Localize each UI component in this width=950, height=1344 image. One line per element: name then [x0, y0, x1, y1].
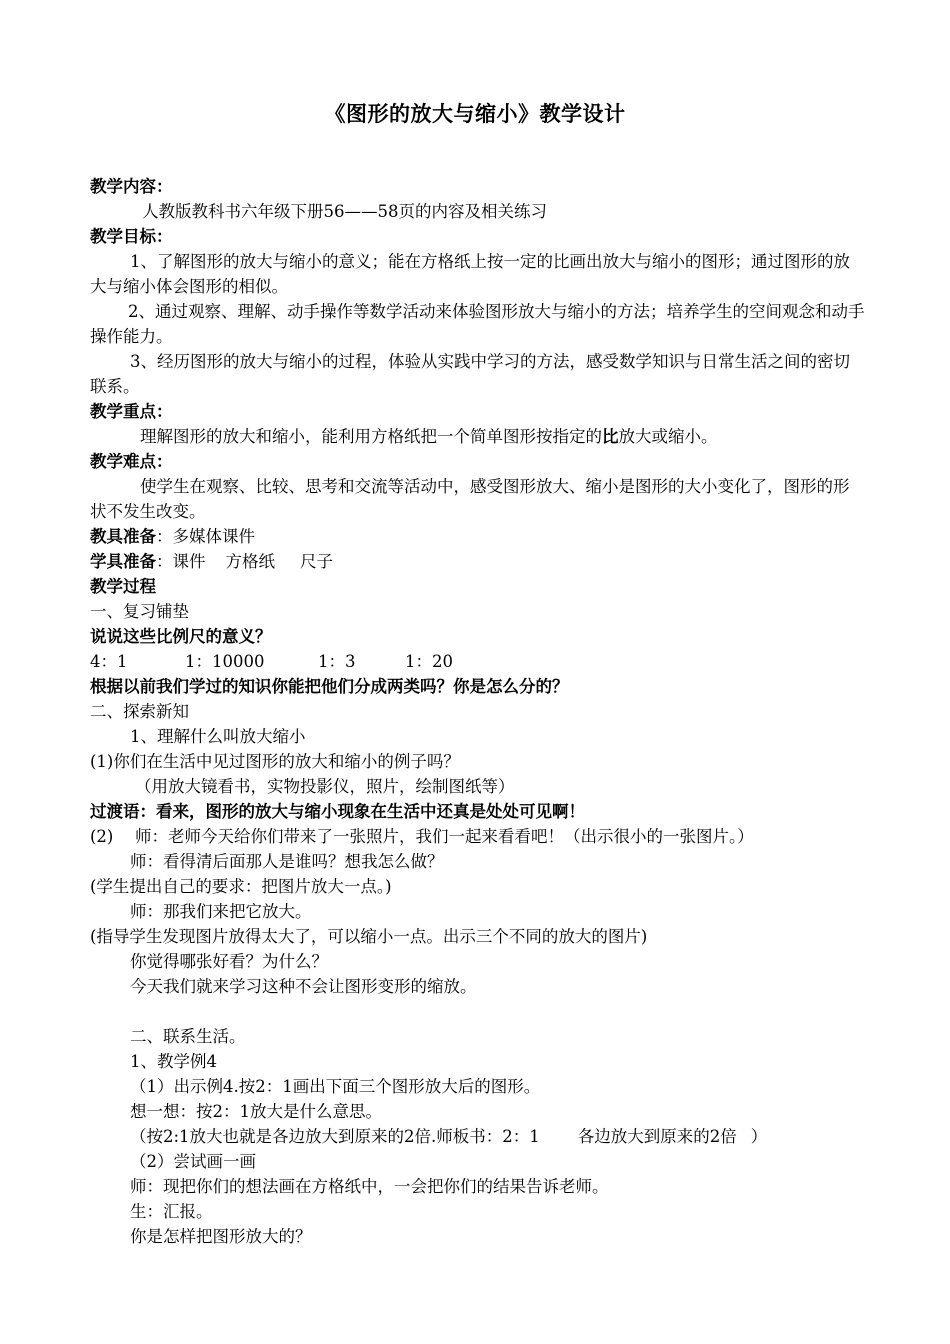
student-tools-text: ：课件	[156, 552, 206, 571]
paragraph-3: 师：看得清后面那人是谁吗？想我怎么做？	[130, 852, 444, 871]
paragraph-7: 你觉得哪张好看？为什么？	[130, 952, 328, 971]
key-point-text-pre: 理解图形的放大和缩小，能利用方格纸把一个简单图形按指定的	[140, 427, 602, 446]
paragraph-6: (指导学生发现图片放得太大了，可以缩小一点。出示三个不同的放大的图片)	[90, 927, 648, 946]
teacher-tools-label: 教具准备	[90, 527, 156, 546]
ratio-2: 1：10000	[185, 652, 265, 671]
example-step-3-b: 各边放大到原来的2倍	[577, 1127, 737, 1146]
paragraph-1: (1)你们在生活中见过图形的放大和缩小的例子吗？	[90, 752, 460, 771]
example-step-6: 生：汇报。	[130, 1202, 213, 1221]
goal-1: 1、了解图形的放大与缩小的意义；能在方格纸上按一定的比画出放大与缩小的图形；通过图形的放大与缩小体会图形的相似。	[90, 252, 850, 296]
section-1-title: 一、复习铺垫	[90, 602, 189, 621]
paragraph-8: 今天我们就来学习这种不会让图形变形的缩放。	[130, 977, 477, 996]
paragraph-1-answer: （用放大镜看书，实物投影仪，照片，绘制图纸等）	[135, 777, 515, 796]
document-title: 《图形的放大与缩小》教学设计	[324, 101, 626, 126]
paragraph-2-text: 师：老师今天给你们带来了一张照片，我们一起来看看吧！（出示很小的一张图片。）	[135, 827, 754, 846]
heading-difficulty: 教学难点：	[90, 452, 173, 471]
teacher-tools-text: ：多媒体课件	[156, 527, 255, 546]
example-step-1: （1）出示例4.按2：1画出下面三个图形放大后的图形。	[130, 1077, 541, 1096]
question-classify: 根据以前我们学过的知识你能把他们分成两类吗？你是怎么分的？	[90, 677, 569, 696]
document-body	[90, 174, 865, 1249]
example-step-3	[90, 1124, 865, 1149]
subsection-1-title: 1、理解什么叫放大缩小	[130, 727, 306, 746]
heading-teaching-goals: 教学目标：	[90, 227, 173, 246]
paragraph-2	[90, 824, 865, 849]
key-point-text	[90, 424, 865, 449]
example-step-3-c: ）	[750, 1127, 768, 1146]
student-tools-label: 学具准备	[90, 552, 156, 571]
paragraph-4: (学生提出自己的要求：把图片放大一点。)	[90, 877, 392, 896]
subsection-2-title: 1、教学例4	[130, 1052, 217, 1071]
heading-process: 教学过程	[90, 577, 156, 596]
section-3-title: 二、联系生活。	[130, 1027, 246, 1046]
ratio-4: 1：20	[405, 652, 453, 671]
example-step-4: （2）尝试画一画	[130, 1152, 256, 1171]
student-tools-item-2: 方格纸	[225, 552, 275, 571]
paragraph-5: 师：那我们来把它放大。	[130, 902, 312, 921]
question-scale: 说说这些比例尺的意义？	[90, 627, 272, 646]
section-2-title: 二、探索新知	[90, 702, 189, 721]
goal-2: 2、通过观察、理解、动手操作等数学活动来体验图形放大与缩小的方法；培养学生的空间观念和动手操作能力。	[90, 302, 865, 346]
transition-text: 过渡语：看来，图形的放大与缩小现象在生活中还真是处处可见啊！	[90, 802, 585, 821]
difficulty-text: 使学生在观察、比较、思考和交流等活动中，感受图形放大、缩小是图形的大小变化了，图形的形状不发生改变。	[90, 477, 850, 521]
example-step-3-a: （按2:1放大也就是各边放大到原来的2倍.师板书：2：1	[130, 1127, 540, 1146]
student-tools	[90, 549, 865, 574]
ratio-1: 4：1	[90, 652, 128, 671]
teaching-content-text: 人教版教科书六年级下册56——58页的内容及相关练习	[142, 202, 547, 221]
key-point-text-bold: 比	[602, 427, 619, 446]
student-tools-item-3: 尺子	[300, 552, 333, 571]
ratio-row	[90, 649, 865, 674]
ratio-3: 1：3	[318, 652, 356, 671]
teacher-tools	[90, 524, 865, 549]
goal-3: 3、经历图形的放大与缩小的过程，体验从实践中学习的方法，感受数学知识与日常生活之间的密切联系。	[90, 352, 850, 396]
key-point-text-post: 放大或缩小。	[618, 427, 718, 446]
example-step-5: 师：现把你们的想法画在方格纸中，一会把你们的结果告诉老师。	[130, 1177, 609, 1196]
example-step-7: 你是怎样把图形放大的？	[130, 1227, 312, 1246]
heading-key-point: 教学重点：	[90, 402, 173, 421]
paragraph-2-number: (2)	[90, 827, 114, 846]
heading-teaching-content: 教学内容：	[90, 177, 173, 196]
example-step-2: 想一想：按2：1放大是什么意思。	[130, 1102, 382, 1121]
